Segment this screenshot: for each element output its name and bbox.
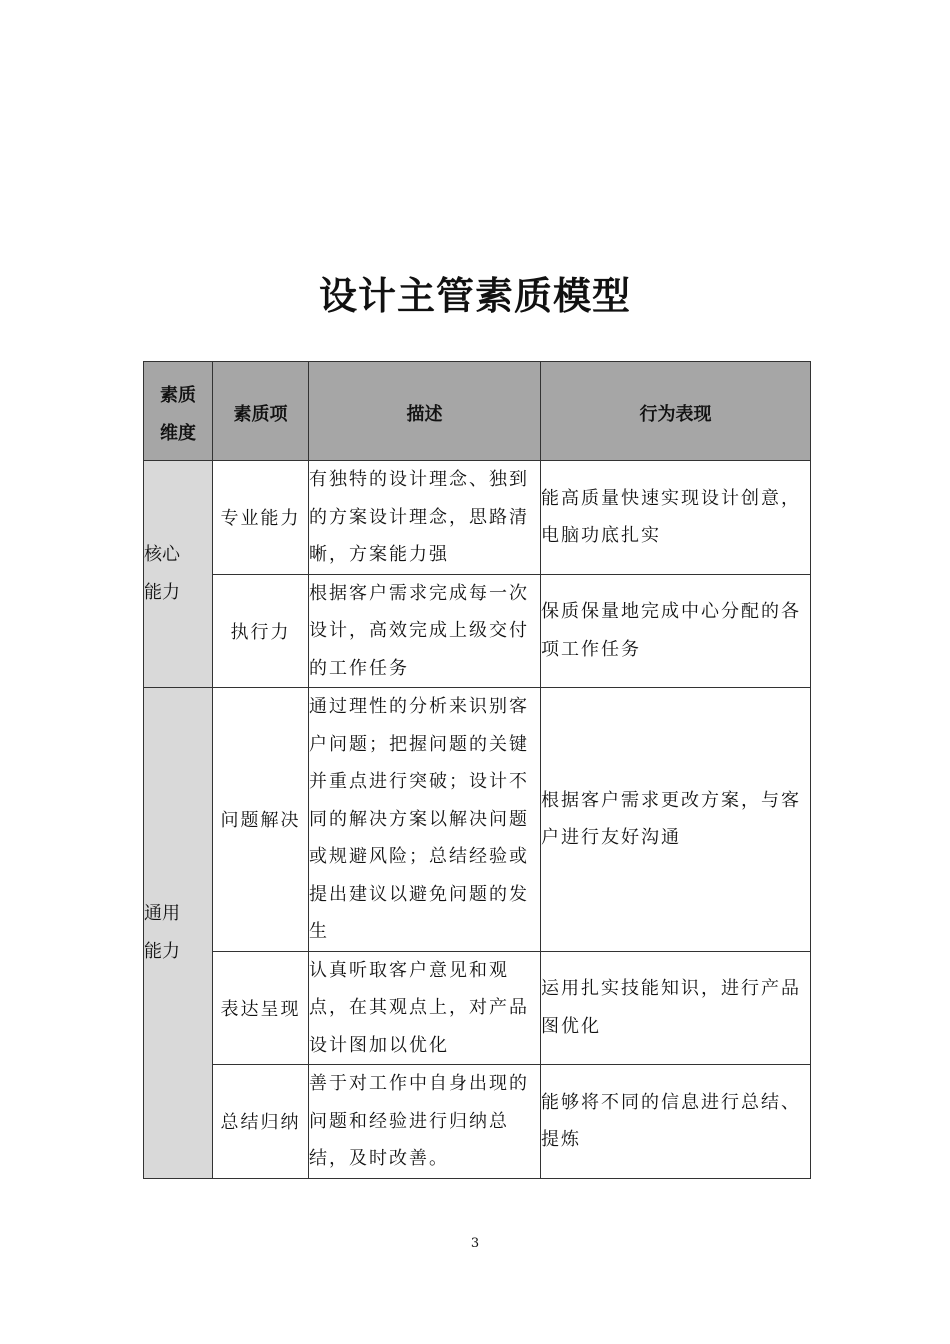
page-number: 3 xyxy=(470,1236,480,1251)
header-item: 素质项 xyxy=(213,362,309,461)
item-cell: 执行力 xyxy=(213,574,309,688)
table-header-row xyxy=(144,362,811,461)
header-behavior: 行为表现 xyxy=(541,362,811,461)
header-description: 描述 xyxy=(309,362,541,461)
item-cell: 专业能力 xyxy=(213,461,309,575)
behavior-cell: 根据客户需求更改方案，与客户进行友好沟通 xyxy=(541,688,811,952)
table-row xyxy=(144,951,811,1065)
table-row xyxy=(144,1065,811,1179)
behavior-cell: 能够将不同的信息进行总结、提炼 xyxy=(541,1065,811,1179)
table-row xyxy=(144,461,811,575)
behavior-cell: 保质保量地完成中心分配的各项工作任务 xyxy=(541,574,811,688)
description-cell: 善于对工作中自身出现的问题和经验进行归纳总结，及时改善。 xyxy=(309,1065,541,1179)
description-cell: 通过理性的分析来识别客户问题；把握问题的关键并重点进行突破；设计不同的解决方案以解决问题或规避风险；总结经验或提出建议以避免问题的发生 xyxy=(309,688,541,952)
page-title: 设计主管素质模型 xyxy=(318,274,631,318)
description-cell: 根据客户需求完成每一次设计，高效完成上级交付的工作任务 xyxy=(309,574,541,688)
dimension-core xyxy=(144,461,213,688)
item-cell: 表达呈现 xyxy=(213,951,309,1065)
item-cell: 总结归纳 xyxy=(213,1065,309,1179)
competency-table xyxy=(143,361,811,1179)
dimension-line: 核心 xyxy=(144,544,180,565)
table-row xyxy=(144,574,811,688)
dimension-general xyxy=(144,688,213,1179)
header-dimension-line: 维度 xyxy=(160,423,196,444)
dimension-line: 通用 xyxy=(144,902,180,924)
description-cell: 认真听取客户意见和观点，在其观点上，对产品设计图加以优化 xyxy=(309,951,541,1065)
dimension-line: 能力 xyxy=(144,582,180,603)
item-cell: 问题解决 xyxy=(213,688,309,952)
header-dimension xyxy=(144,362,213,461)
dimension-line: 能力 xyxy=(144,940,180,962)
table-row xyxy=(144,688,811,952)
header-dimension-line: 素质 xyxy=(160,385,196,406)
behavior-cell: 能高质量快速实现设计创意，电脑功底扎实 xyxy=(541,461,811,575)
behavior-cell: 运用扎实技能知识，进行产品图优化 xyxy=(541,951,811,1065)
description-cell: 有独特的设计理念、独到的方案设计理念，思路清晰，方案能力强 xyxy=(309,461,541,575)
